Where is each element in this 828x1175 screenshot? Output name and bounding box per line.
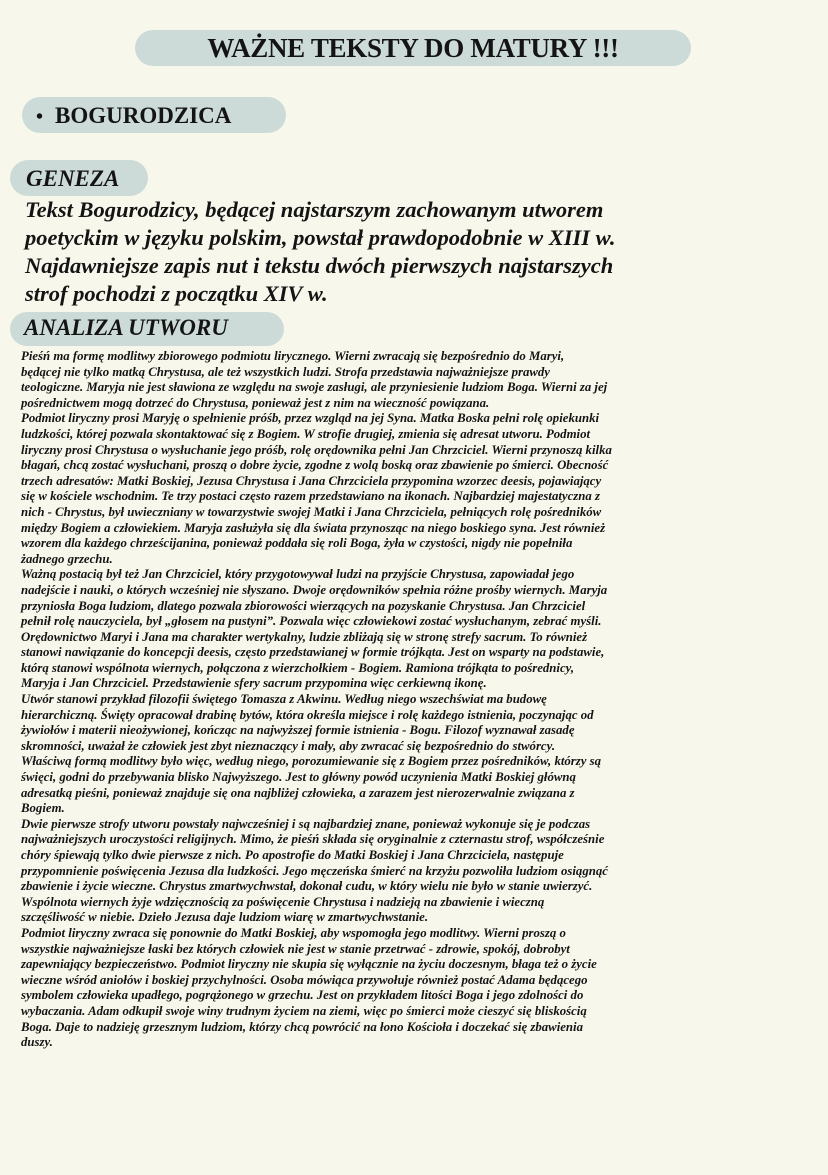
geneza-heading-banner <box>10 160 148 196</box>
analysis-text <box>21 349 612 1051</box>
analysis-text-line: wybaczania. Adam odkupił swoje winy trudnym życiem na ziemi, więc po śmierci może cieszyć się bliskością <box>21 1003 587 1018</box>
analysis-heading: ANALIZA UTWORU <box>24 315 228 340</box>
analysis-text-line: zbawienie i życie wieczne. Chrystus zmartwychwstał, dokonał cudu, w który wielu nie było w stanie uwierzyć. <box>21 879 593 894</box>
section-heading-banner <box>22 97 286 133</box>
analysis-text-line: błagań, chcą zostać wysłuchani, proszą o dobre życie, zgodne z wolą boską oraz zbawienie po śmierci. Obecność <box>21 458 609 473</box>
analysis-text-line: Podmiot liryczny prosi Maryję o spełnienie próśb, przez wzgląd na jej Syna. Matka Boska pełni rolę opiekunki <box>21 411 600 426</box>
analysis-text-line: adresatką pieśni, ponieważ znajduje się ona najbliżej człowieka, a zarazem jest nierozerwalnie związana z <box>21 785 575 800</box>
geneza-text-line: poetyckim w języku polskim, powstał prawdopodobnie w XIII w. <box>25 225 616 250</box>
page-title: WAŻNE TEKSTY DO MATURY !!! <box>207 33 619 63</box>
bullet-icon: • <box>36 106 44 128</box>
analysis-text-line: skromności, uważał że człowiek jest zbyt nieznaczący i mały, aby zwracać się bezpośrednio do stwórcy. <box>21 738 556 753</box>
analysis-text-line: najważniejszych uroczystości religijnych. Mimo, że pieśń składa się oryginalnie z czternastu strof, współcześnie <box>21 832 605 847</box>
analysis-text-line: duszy. <box>21 1035 53 1050</box>
geneza-text-line: strof pochodzi z początku XIV w. <box>25 281 328 306</box>
analysis-text-line: liryczny prosi Chrystusa o wysłuchanie jego próśb, rolę orędownika pełni Jan Chrzciciel. Wierni przynoszą kilka <box>21 442 612 457</box>
analysis-text-line: Boga. Daje to nadzieję grzesznym ludziom, którzy chcą powrócić na łono Kościoła i doczekać się zbawienia <box>21 1019 584 1034</box>
geneza-paragraph <box>25 196 615 308</box>
page-title-banner <box>135 30 691 66</box>
analysis-text-line: Podmiot liryczny zwraca się ponownie do Matki Boskiej, aby wspomogła jego modlitwy. Wierni proszą o <box>21 925 566 940</box>
analysis-text-line: przyniosła Boga ludziom, dlatego pozwala zbiorowości wierzących na pozyskanie Chrystusa. Jan Chrzciciel <box>21 598 586 613</box>
analysis-text-line: zapewniający bezpieczeństwo. Podmiot liryczny nie skupia się wyłącznie na życiu doczesnym, błaga też o życie <box>21 957 597 972</box>
geneza-text-line: Najdawniejsze zapis nut i tekstu dwóch pierwszych najstarszych <box>25 253 614 278</box>
analysis-text-line: żywiołów i materii nieożywionej, kończąc na najwyższej formie istnienia - Bogu. Filozof wyznawał zasadę <box>21 723 575 738</box>
geneza-heading: GENEZA <box>26 166 120 191</box>
analysis-text-line: którą stanowi wspólnota wiernych, połączona z wierzchołkiem - Bogiem. Ramiona trójkąta to pośrednicy, <box>21 660 575 675</box>
analysis-text-line: Dwie pierwsze strofy utworu powstały najwcześniej i są najbardziej znane, ponieważ wykonuje się je podczas <box>21 816 591 831</box>
analysis-text-line: pełnił rolę nauczyciela, był „głosem na pustyni”. Pozwala więc człowiekowi zostać wysłuchanym, zebrać myśli. <box>21 614 602 629</box>
analysis-text-line: wszystkie najważniejsze łaski bez których człowiek nie jest w stanie przetrwać - zdrowie, spokój, dobrobyt <box>21 941 570 956</box>
analysis-text-line: się w kościele wschodnim. Te trzy postaci często razem przedstawiano na ikonach. Najbardziej majestatyczna z <box>21 489 600 504</box>
analysis-text-line: święci, godni do przebywania blisko Najwyższego. Jest to główny powód uczynienia Matki Boskiej główną <box>21 770 576 785</box>
analysis-text-line: Orędownictwo Maryi i Jana ma charakter wertykalny, ludzie zbliżają się w stronę strefy sacrum. To również <box>21 629 588 644</box>
analysis-text-line: szczęśliwość w niebie. Dzieło Jezusa daje ludziom wiarę w zmartwychwstanie. <box>21 910 429 925</box>
analysis-text-line: stanowi nawiązanie do koncepcji deesis, często przedstawianej w formie trójkąta. Jest on wsparty na podstawie, <box>21 645 605 660</box>
analysis-text-line: symbolem człowieka upadłego, pogrążonego w grzechu. Jest on przykładem litości Boga i jego zdolności do <box>21 988 584 1003</box>
analysis-heading-banner <box>10 312 284 346</box>
analysis-text-line: nadejście i nauki, o których wcześniej nie słyszano. Dwoje orędowników spełnia różne prośby wiernych. Maryja <box>21 582 608 597</box>
analysis-text-line: między Bogiem a człowiekiem. Maryja zasłużyła się dla świata przynosząc na niego boskiego syna. Jest również <box>21 520 606 535</box>
analysis-text-line: teologiczne. Maryja nie jest sławiona ze względu na swoje zasługi, ale przyniesienie ludziom Boga. Wierni za jej <box>21 380 608 395</box>
analysis-text-line: nich - Chrystus, był uwieczniany w towarzystwie swojej Matki i Jana Chrzciciela, pełniących rolę pośredników <box>21 504 602 519</box>
analysis-text-line: Właściwą formą modlitwy było więc, według niego, porozumiewanie się z Bogiem przez pośredników, którzy są <box>21 754 602 769</box>
analysis-text-line: Pieśń ma formę modlitwy zbiorowego podmiotu lirycznego. Wierni zwracają się bezpośrednio do Maryi, <box>21 349 565 363</box>
section-heading: BOGURODZICA <box>55 103 232 128</box>
analysis-text-line: Maryja i Jan Chrzciciel. Przedstawienie sfery sacrum przypomina więc cerkiewną ikonę. <box>21 676 487 691</box>
analysis-text-line: przypomnienie poświęcenia Jezusa dla ludzkości. Jego męczeńska śmierć na krzyżu pozwoliła ludziom osiągnąć <box>21 863 608 878</box>
analysis-text-line: żadnego grzechu. <box>21 551 113 566</box>
analysis-text-line: Utwór stanowi przykład filozofii świętego Tomasza z Akwinu. Według niego wszechświat ma budowę <box>21 692 547 707</box>
analysis-text-line: Wspólnota wiernych żyje wdzięcznością za poświęcenie Chrystusa i nadzieją na zbawienie i wieczną <box>21 894 545 909</box>
analysis-text-line: będącej nie tylko matką Chrystusa, ale też wszystkich ludzi. Strofa przedstawia najważniejsze prawdy <box>21 364 550 379</box>
analysis-text-line: wieczne wśród aniołów i boskiej przychylności. Osoba mówiąca przywołuje również postać Adama będącego <box>21 972 588 987</box>
analysis-text-line: hierarchiczną. Święty opracował drabinę bytów, która określa miejsce i rolę każdego istnienia, poczynając od <box>21 707 594 722</box>
analysis-text-line: Ważną postacią był też Jan Chrzciciel, który przygotowywał ludzi na przyjście Chrystusa, zapowiadał jego <box>21 567 575 582</box>
analysis-text-line: Bogiem. <box>21 801 65 816</box>
analysis-text-line: ludzkości, której pozwala skontaktować się z Bogiem. W strofie drugiej, zmienia się adresat utworu. Podmiot <box>21 426 591 441</box>
analysis-text-line: chóry śpiewają tylko dwie pierwsze z nich. Po apostrofie do Matki Boskiej i Jana Chrzciciela, następuje <box>21 848 564 862</box>
analysis-text-line: pośrednictwem mogą dotrzeć do Chrystusa, ponieważ jest z nim na wieczność powiązana. <box>21 395 490 410</box>
geneza-text-line: Tekst Bogurodzicy, będącej najstarszym zachowanym utworem <box>25 197 604 222</box>
analysis-text-line: trzech adresatów: Matki Boskiej, Jezusa Chrystusa i Jana Chrzciciela przypomina wzorzec deesis, pojawiający <box>21 473 602 488</box>
analysis-text-line: wzorem dla każdego chrześcijanina, ponieważ poddała się roli Boga, żyła w czystości, nigdy nie popełniła <box>21 536 573 551</box>
